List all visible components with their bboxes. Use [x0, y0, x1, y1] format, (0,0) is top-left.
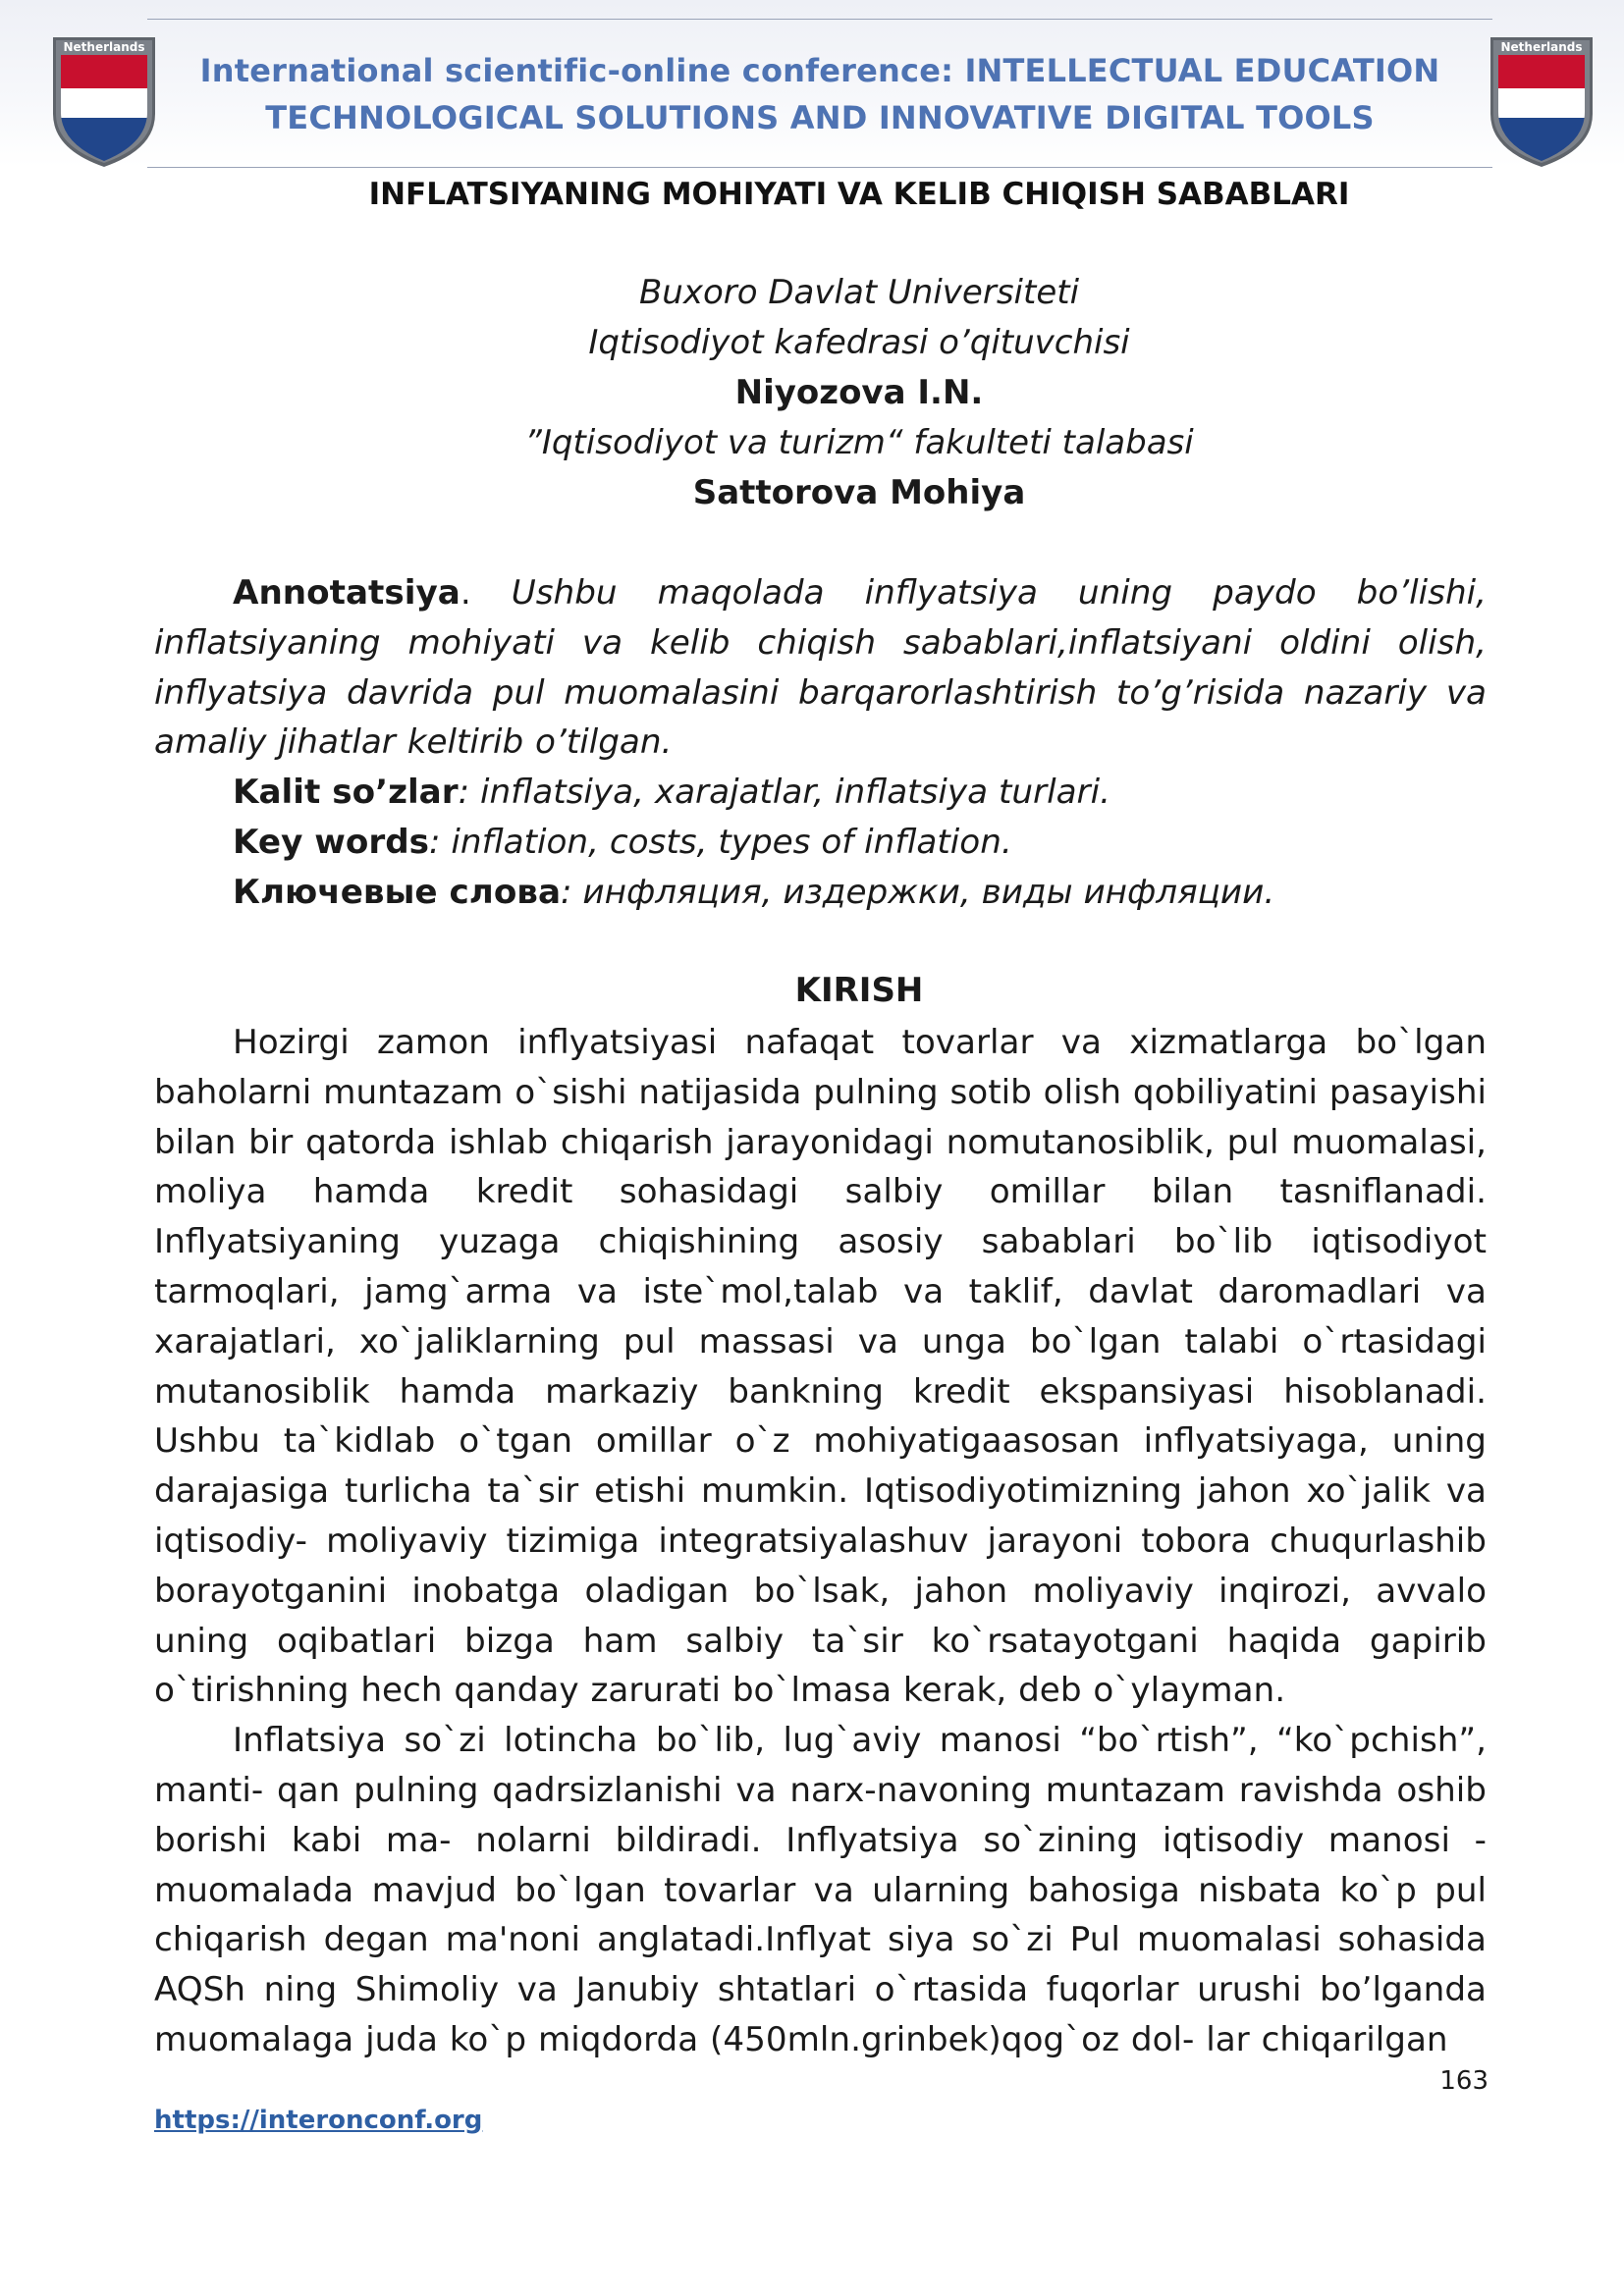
author-name-2: Sattorova Mohiya — [692, 473, 1026, 512]
abstract-block — [154, 568, 1487, 918]
author-name-1: Niyozova I.N. — [734, 373, 984, 412]
netherlands-badge-right — [1487, 33, 1597, 167]
conference-title-line-1: International scientific-online conference: INTELLECTUAL EDUCATION — [199, 52, 1440, 89]
keywords-ru-label: Ключевые слова — [233, 872, 562, 912]
netherlands-flag-shield-icon — [1487, 33, 1597, 167]
netherlands-badge-left — [49, 33, 159, 167]
keywords-en-label: Key words — [233, 822, 430, 862]
affiliation-university: Buxoro Davlat Universiteti — [638, 273, 1080, 312]
affiliation-faculty: ”Iqtisodiyot va turizm“ fakulteti talabasi — [524, 423, 1194, 462]
keywords-uz-text: : inflatsiya, xarajatlar, inflatsiya turlari. — [458, 773, 1110, 813]
affiliation-department: Iqtisodiyot kafedrasi o’qituvchisi — [588, 323, 1130, 362]
abstract-separator: . — [460, 573, 471, 613]
keywords-uz — [154, 768, 1487, 818]
body-paragraph-2: Inflatsiya so`zi lotincha bo`lib, lug`aviy manosi “bo`rtish”, “ko`pchish”, manti- qan pulning qadrsizlanishi va narx-navoning muntazam ravishda oshib borishi kabi ma- nolarni bildiradi. Inflyatsiya so`zining iqtisodiy manosi - muomalada mavjud bo`lgan tovarlar va ularning bahosiga nisbata ko`p pul chiqarish degan ma'noni anglatadi.Inflyat siya so`zi Pul muomalasi sohasida AQSh ning Shimoliy va Janubiy shtatlari o`rtasida fuqorlar urushi bo’lganda muomalaga juda ko`p miqdorda (450mln.grinbek)qog`oz dol- lar chiqarilgan — [154, 1721, 1487, 2059]
section-body — [154, 1018, 1487, 2065]
keywords-ru — [154, 868, 1487, 918]
badge-label-left: Netherlands — [63, 40, 145, 54]
badge-label-right: Netherlands — [1500, 40, 1583, 54]
keywords-uz-label: Kalit so’zlar — [233, 773, 459, 813]
body-paragraph-1: Hozirgi zamon inflyatsiyasi nafaqat tovarlar va xizmatlarga bo`lgan baholarni muntazam o`sishi natijasida pulning sotib olish qobiliyatini pasayishi bilan bir qatorda ishlab chiqarish jarayonidagi nomutanosiblik, pul muomalasi, moliya hamda kredit sohasidagi salbiy omillar bilan tasniflanadi. Inflyatsiyaning yuzaga chiqishining asosiy sabablari bo`lib iqtisodiyot tarmoqlari, jamg`arma va iste`mol,talab va taklif, davlat daromadlari va xarajatlari, xo`jaliklarning pul massasi va unga bo`lgan talabi o`rtasidagi mutanosiblik hamda markaziy bankning kredit ekspansiyasi hisoblanadi. Ushbu ta`kidlab o`tgan omillar o`z mohiyatigaasosan inflyatsiyaga, uning darajasiga turlicha ta`sir etishi mumkin. Iqtisodiyotimizning jahon xo`jalik va iqtisodiy- moliyaviy tizimiga integratsiyalashuv jarayoni tobora chuqurlashib borayotganini inobatga oladigan bo`lsak, jahon moliyaviy inqirozi, avvalo uning oqibatlari bizga ham salbiy ta`sir ko`rsatayotgani haqida gapirib o`tirishning hech qanday zarurati bo`lmasa kerak, deb o`ylayman. — [154, 1023, 1487, 1711]
keywords-en — [154, 818, 1487, 868]
keywords-ru-text: : инфляция, издержки, виды инфляции. — [561, 872, 1275, 912]
conference-title — [147, 47, 1492, 141]
netherlands-flag-shield-icon — [49, 33, 159, 167]
section-heading-kirish: KIRISH — [794, 971, 924, 1010]
conference-website-link[interactable]: https://interonconf.org — [154, 2106, 483, 2135]
conference-title-line-2: TECHNOLOGICAL SOLUTIONS AND INNOVATIVE DIGITAL TOOLS — [265, 99, 1375, 136]
header-rule-bottom — [147, 167, 1492, 168]
article-title: INFLATSIYANING MOHIYATI VA KELIB CHIQISH SABABLARI — [368, 177, 1350, 212]
header-rule-top — [147, 19, 1492, 20]
abstract-label: Annotatsiya — [233, 573, 460, 613]
page-number: 163 — [1439, 2066, 1489, 2096]
abstract-paragraph — [154, 568, 1487, 768]
abstract-text: Ushbu maqolada inflyatsiya uning paydo bo’lishi, inflatsiyaning mohiyati va kelib chiqish sabablari,inflatsiyani oldini olish, inflyatsiya davrida pul muomalasini barqarorlashtirish to’g’risida nazariy va amaliy jihatlar keltirib o’tilgan. — [154, 573, 1487, 763]
keywords-en-text: : inflation, costs, types of inflation. — [429, 822, 1012, 862]
